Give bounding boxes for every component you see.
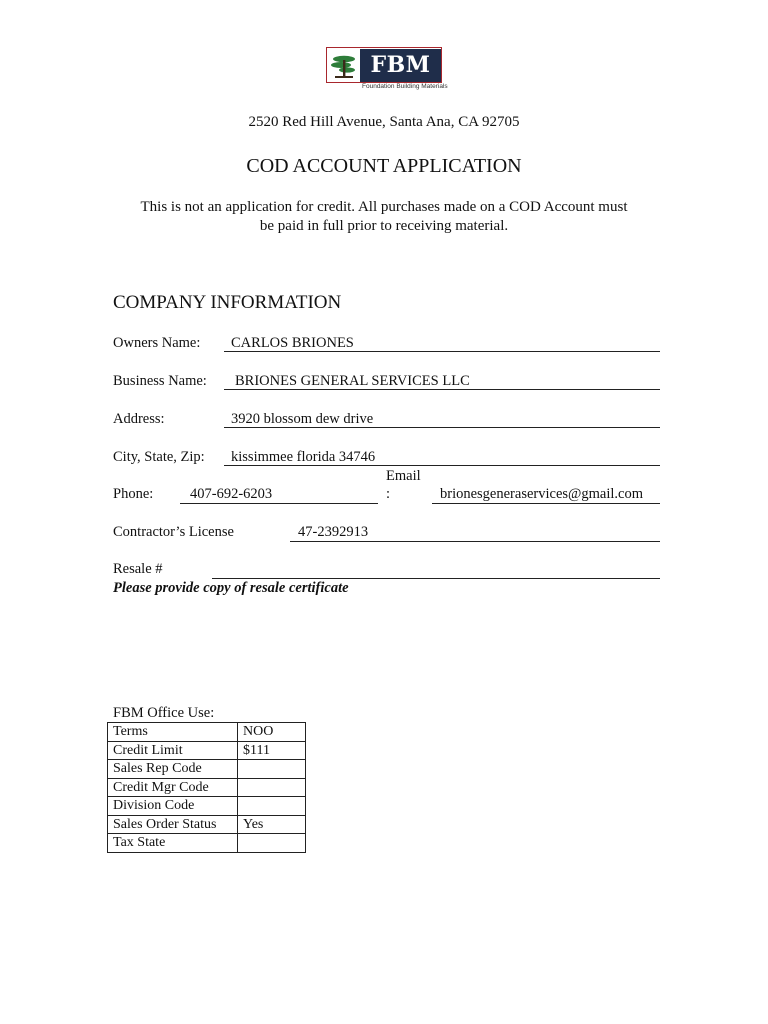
tree-icon xyxy=(329,50,359,80)
table-row xyxy=(108,741,306,760)
email-label: Email xyxy=(386,468,421,484)
owners-name-field[interactable] xyxy=(224,351,660,352)
office-field-value xyxy=(238,760,306,779)
resale-note: Please provide copy of resale certificate xyxy=(113,580,349,596)
office-field-value xyxy=(238,778,306,797)
resale-field[interactable] xyxy=(212,578,660,579)
phone-label: Phone: xyxy=(113,486,154,502)
fbm-logo xyxy=(326,47,448,95)
city-state-zip-field[interactable] xyxy=(224,465,660,466)
document-title: COD ACCOUNT APPLICATION xyxy=(246,155,522,177)
office-field-value xyxy=(238,797,306,816)
owners-name-label: Owners Name: xyxy=(113,335,201,351)
office-use-label: FBM Office Use: xyxy=(113,705,215,721)
office-field-label: Sales Order Status xyxy=(108,815,238,834)
table-row xyxy=(108,834,306,853)
address-value: 3920 blossom dew drive xyxy=(231,411,374,427)
office-field-value: NOO xyxy=(238,723,306,742)
logo-frame xyxy=(326,47,442,83)
office-field-value: $111 xyxy=(238,741,306,760)
contractors-license-label: Contractor’s License xyxy=(113,524,234,540)
business-name-value: BRIONES GENERAL SERVICES LLC xyxy=(235,373,470,389)
table-row xyxy=(108,760,306,779)
contractors-license-field[interactable] xyxy=(290,541,660,542)
city-state-zip-label: City, State, Zip: xyxy=(113,449,205,465)
notice-text xyxy=(0,198,768,236)
logo-brand: FBM xyxy=(360,49,441,82)
city-state-zip-value: kissimmee florida 34746 xyxy=(231,449,376,465)
table-row xyxy=(108,815,306,834)
resale-label: Resale # xyxy=(113,561,163,577)
email-value: brionesgeneraservices@gmail.com xyxy=(440,486,643,502)
contractors-license-value: 47-2392913 xyxy=(298,524,369,540)
phone-value: 407-692-6203 xyxy=(190,486,273,502)
office-field-label: Division Code xyxy=(108,797,238,816)
office-field-label: Sales Rep Code xyxy=(108,760,238,779)
table-row xyxy=(108,797,306,816)
table-row xyxy=(108,723,306,742)
office-field-label: Credit Limit xyxy=(108,741,238,760)
office-field-value xyxy=(238,834,306,853)
company-address: 2520 Red Hill Avenue, Santa Ana, CA 92705 xyxy=(248,114,520,130)
email-field[interactable] xyxy=(432,503,660,504)
phone-field[interactable] xyxy=(180,503,378,504)
email-label-colon: : xyxy=(386,486,391,502)
office-field-label: Credit Mgr Code xyxy=(108,778,238,797)
office-field-label: Tax State xyxy=(108,834,238,853)
notice-line-1: This is not an application for credit. All purchases made on a COD Account must xyxy=(140,199,628,215)
section-heading: COMPANY INFORMATION xyxy=(113,292,342,313)
office-use-table xyxy=(107,722,306,853)
address-field[interactable] xyxy=(224,427,660,428)
notice-line-2: be paid in full prior to receiving material. xyxy=(259,218,509,234)
business-name-label: Business Name: xyxy=(113,373,207,389)
office-field-value: Yes xyxy=(238,815,306,834)
office-field-label: Terms xyxy=(108,723,238,742)
table-row xyxy=(108,778,306,797)
business-name-field[interactable] xyxy=(224,389,660,390)
owners-name-value: CARLOS BRIONES xyxy=(231,335,354,351)
logo-tagline: Foundation Building Materials xyxy=(362,83,448,90)
address-label: Address: xyxy=(113,411,165,427)
